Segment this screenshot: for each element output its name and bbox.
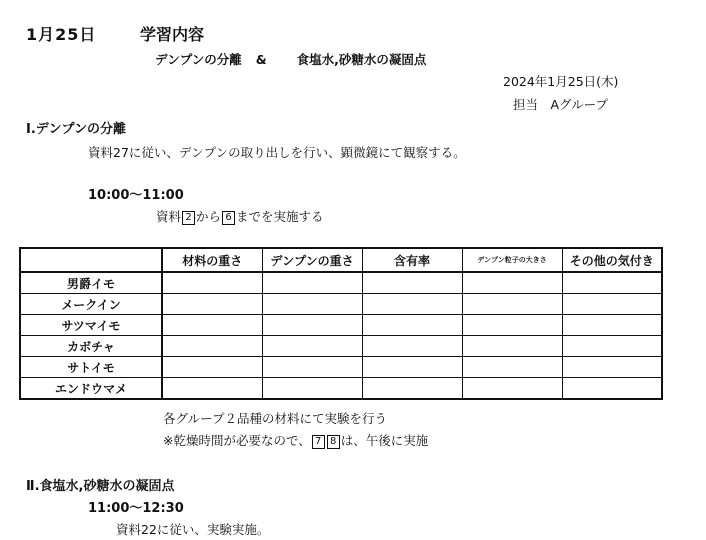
table-header-cell: 材料の重さ: [162, 248, 262, 272]
instruction-prefix: 資料: [156, 209, 182, 224]
table-cell: [162, 294, 262, 315]
section1-instruction: [156, 207, 324, 225]
table-cell: [262, 294, 362, 315]
note-line-2: [163, 431, 428, 449]
document-date: 2024年1月25日(木): [503, 74, 619, 89]
assignee: 担当 Aグループ: [513, 97, 609, 112]
table-header-cell: デンプン粒子の大きさ: [462, 248, 562, 272]
table-cell: [362, 378, 462, 400]
table-row: [20, 294, 662, 315]
row-label: カボチャ: [20, 336, 162, 357]
section2-description: 資料22に従い、実験実施。: [116, 522, 270, 537]
table-row: [20, 315, 662, 336]
boxed-number: 2: [182, 211, 195, 225]
subtitle-right: 食塩水,砂糖水の凝固点: [296, 52, 427, 67]
table-cell: [262, 357, 362, 378]
subtitle: [155, 50, 426, 68]
table-cell: [562, 315, 662, 336]
table-row: [20, 378, 662, 400]
table-row: [20, 357, 662, 378]
note2-suffix: は、午後に実施: [340, 433, 429, 448]
note-line-1: 各グループ２品種の材料にて実験を行う: [163, 411, 388, 426]
table-cell: [562, 294, 662, 315]
subtitle-ampersand: &: [255, 52, 267, 67]
table-cell: [162, 336, 262, 357]
table-cell: [262, 315, 362, 336]
table-cell: [562, 378, 662, 400]
section1-heading: Ⅰ.デンプンの分離: [26, 122, 126, 137]
row-label: サツマイモ: [20, 315, 162, 336]
table-header-blank: [20, 248, 162, 272]
table-header-row: [20, 248, 662, 272]
table-cell: [262, 378, 362, 400]
table-cell: [162, 357, 262, 378]
table-header-cell: 含有率: [362, 248, 462, 272]
table-cell: [562, 336, 662, 357]
boxed-number: 6: [222, 211, 235, 225]
section2-time: 11:00～12:30: [88, 501, 184, 516]
subtitle-left: デンプンの分離: [155, 52, 242, 67]
page-heading: 学習内容: [140, 25, 205, 44]
note2-prefix: ※乾燥時間が必要なので、: [163, 433, 311, 448]
table-cell: [562, 357, 662, 378]
row-label: 男爵イモ: [20, 272, 162, 294]
table-cell: [462, 378, 562, 400]
table-cell: [162, 378, 262, 400]
boxed-number: 7: [312, 435, 325, 449]
table-cell: [462, 272, 562, 294]
date-title: 1月25日: [26, 25, 97, 44]
section1-time: 10:00～11:00: [88, 188, 184, 203]
section1-description: 資料27に従い、デンプンの取り出しを行い、顕微鏡にて観察する。: [88, 145, 466, 160]
table-cell: [462, 315, 562, 336]
table-cell: [462, 336, 562, 357]
table-cell: [362, 294, 462, 315]
table-cell: [462, 294, 562, 315]
instruction-middle: から: [196, 209, 222, 224]
table-header-cell: デンプンの重さ: [262, 248, 362, 272]
table-cell: [462, 357, 562, 378]
table-cell: [562, 272, 662, 294]
table-header-cell: その他の気付き: [562, 248, 662, 272]
boxed-number: 8: [327, 435, 340, 449]
row-label: エンドウマメ: [20, 378, 162, 400]
table-cell: [262, 336, 362, 357]
table-row: [20, 272, 662, 294]
table-cell: [362, 272, 462, 294]
table-cell: [362, 357, 462, 378]
table-cell: [162, 315, 262, 336]
section2-heading: Ⅱ.食塩水,砂糖水の凝固点: [26, 479, 175, 494]
table-cell: [262, 272, 362, 294]
table-row: [20, 336, 662, 357]
instruction-suffix: までを実施する: [236, 209, 324, 224]
table-cell: [162, 272, 262, 294]
results-table: [19, 247, 663, 400]
row-label: メークイン: [20, 294, 162, 315]
row-label: サトイモ: [20, 357, 162, 378]
table-cell: [362, 315, 462, 336]
table-cell: [362, 336, 462, 357]
